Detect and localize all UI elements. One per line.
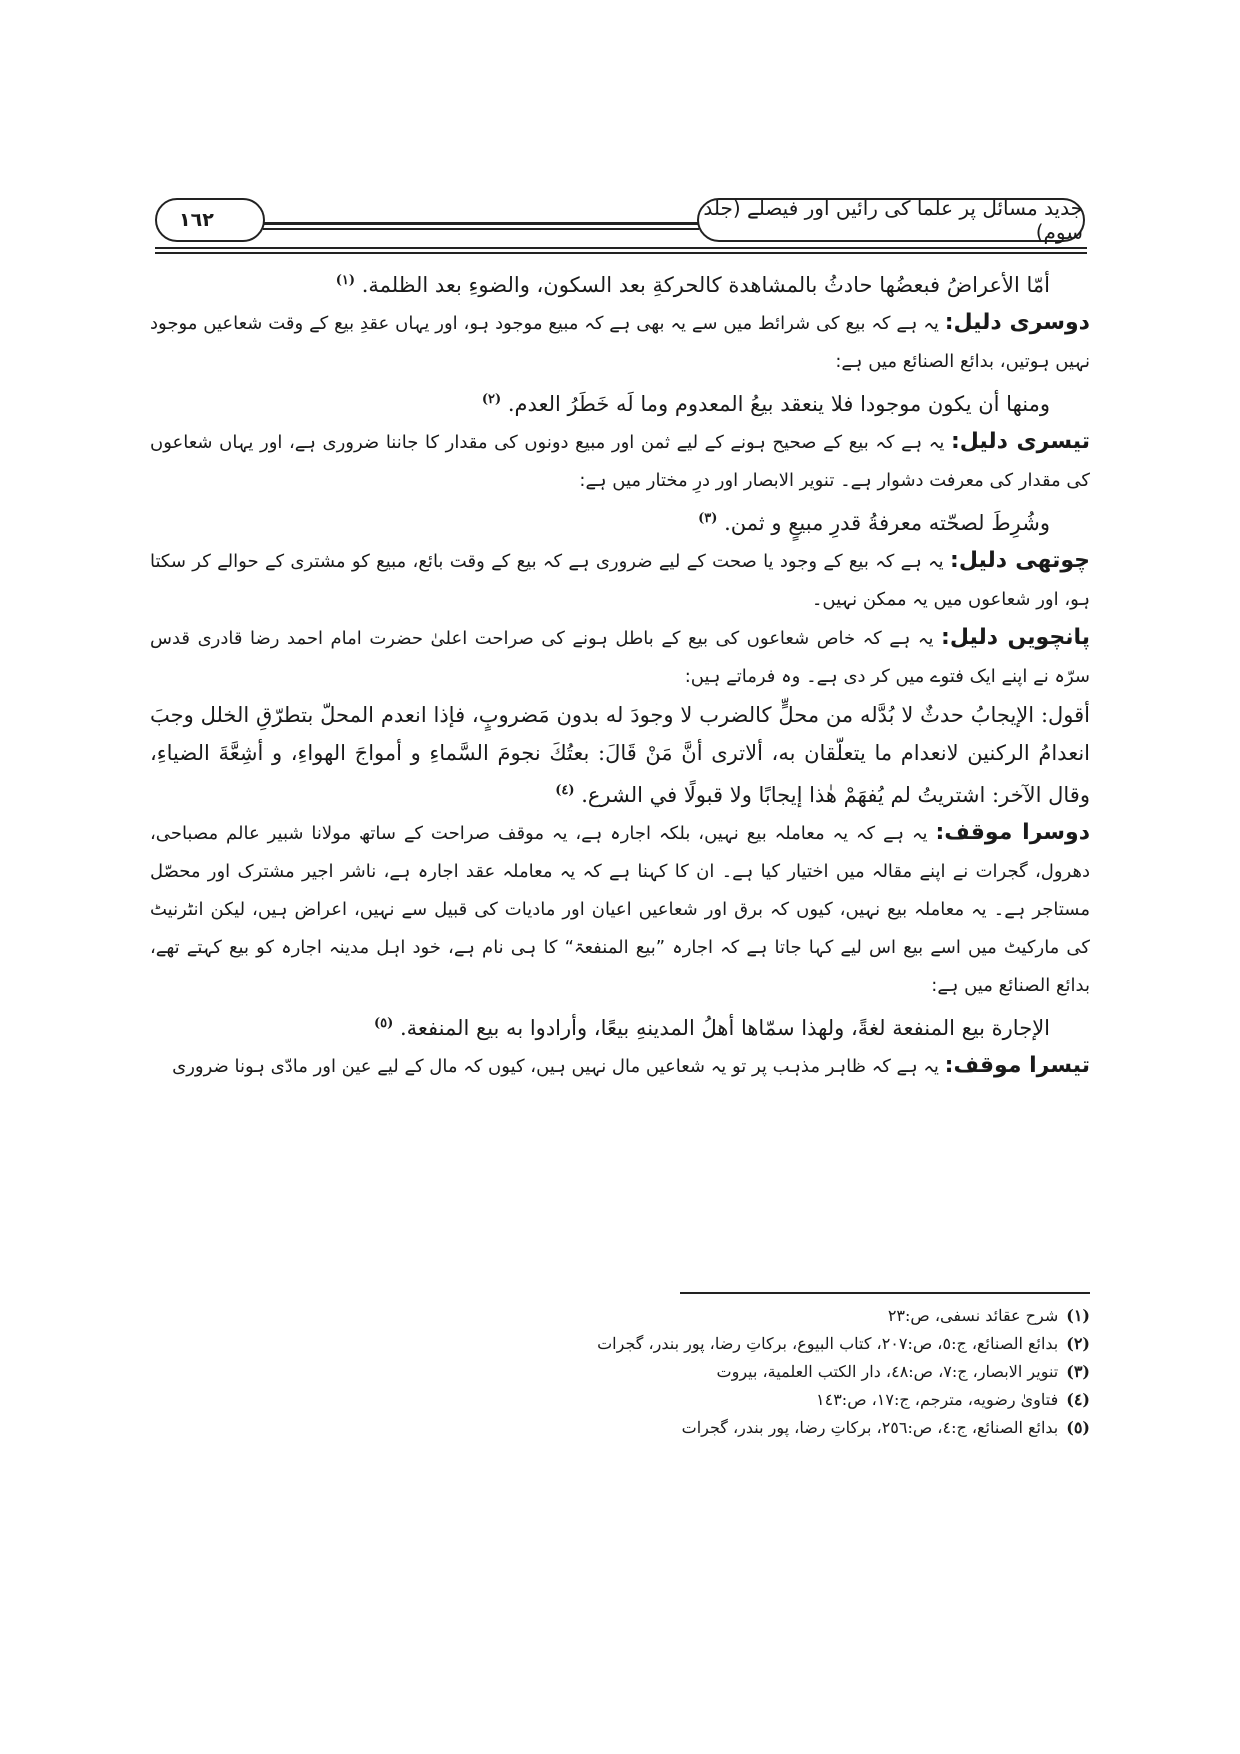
running-header: [155, 198, 1085, 246]
header-rule: [155, 247, 1087, 249]
footnote-number: (٥): [1066, 1418, 1090, 1437]
footnote-number: (٢): [1066, 1334, 1090, 1353]
arabic-quote: [150, 696, 1090, 814]
header-divider: [263, 228, 699, 230]
book-title: جدید مسائل پر علما کی رائیں اور فیصلے (جلد سوم): [697, 198, 1085, 242]
footnote: [150, 1386, 1090, 1414]
footnote-number: (١): [1066, 1306, 1090, 1325]
footnote-text: شرح عقائد نسفی، ص:٢٣: [887, 1306, 1059, 1325]
footnote-ref: (٣): [698, 511, 718, 526]
paragraph-text: یہ ہے کہ بیع کے وجود یا صحت کے لیے ضروری ہے کہ بیع کے وقت بائع، مبیع کو مشتری کے حوالے کر سکتا ہو، اور شعاعوں میں یہ ممکن نہیں۔: [150, 551, 1090, 610]
quote-text: الإجارة بیع المنفعة لغةً، ولهذا سمّاها أهلُ المدینهِ بیعًا، وأرادوا به بیع المنفعة.: [399, 1016, 1050, 1040]
paragraph-text: یہ ہے کہ بیع کی شرائط میں سے یہ بھی ہے کہ مبیع موجود ہو، اور یہاں عقدِ بیع کے وقت شعاعیں موجود نہیں ہوتیں، بدائع الصنائع میں ہے:: [150, 313, 1090, 372]
paragraph-text: یہ ہے کہ یہ معاملہ بیع نہیں، بلکہ اجارہ ہے، یہ موقف صراحت کے ساتھ مولانا شبیر عالم مصباحی، دھرول، گجرات نے اپنے مقالہ میں اختیار کیا ہے۔ ان کا کہنا ہے کہ یہ معاملہ عقد اجارہ ہے، ناشر اجیر مشترک اور محصّل مستاجر ہے۔ یہ معاملہ بیع نہیں، کیوں کہ برق اور شعاعیں اعیان اور مادیات کی قبیل سے نہیں، اعراض ہیں، لیکن انٹرنیٹ کی مارکیٹ میں اسے بیع اس لیے کہا جاتا ہے کہ اجارہ ”بیع المنفعۃ“ کا ہی نام ہے، خود اہل مدینہ اجارہ کو بیع کہتے تھے، بدائع الصنائع میں ہے:: [150, 823, 1090, 996]
footnote-text: بدائع الصنائع، ج:٥، ص:٢٠٧، کتاب البیوع، برکاتِ رضا، پور بندر، گجرات: [597, 1334, 1059, 1353]
paragraph-third-argument: [150, 423, 1090, 500]
footnote-text: تنویر الابصار، ج:٧، ص:٤٨، دار الکتب العلمیة، بیروت: [716, 1362, 1059, 1381]
quote-text: ومنها أن یکون موجودا فلا ینعقد بیعُ المعدوم وما لَه خَطَرُ العدم.: [507, 392, 1050, 416]
paragraph-fifth-argument: [150, 619, 1090, 696]
paragraph-text: یہ ہے کہ بیع کے صحیح ہونے کے لیے ثمن اور مبیع دونوں کی مقدار کا جاننا ضروری ہے، اور یہاں شعاعوں کی مقدار کی معرفت دشوار ہے۔ تنویر الابصار اور درِ مختار میں ہے:: [150, 432, 1090, 491]
footnote-divider: [680, 1292, 1090, 1294]
paragraph-third-position: [150, 1047, 1090, 1086]
quote-text: أمّا الأعراضُ فبعضُها حادثُ بالمشاهدة كالحركةِ بعد السكون، والضوءِ بعد الظلمة.: [361, 273, 1050, 297]
footnote-ref: (٢): [481, 392, 502, 407]
arabic-quote: [150, 500, 1090, 542]
footnote-number: (٤): [1066, 1390, 1090, 1409]
paragraph-text: یہ ہے کہ خاص شعاعوں کی بیع کے باطل ہونے کی صراحت اعلیٰ حضرت امام احمد رضا قادری قدس سرّہ نے اپنے ایک فتوے میں کر دی ہے۔ وہ فرماتے ہیں:: [150, 628, 1090, 687]
footnote: [150, 1358, 1090, 1386]
section-label: چوتھی دلیل:: [950, 548, 1090, 573]
paragraph-text: یہ ہے کہ ظاہر مذہب پر تو یہ شعاعیں مال نہیں ہیں، کیوں کہ مال کے لیے عین اور مادّی ہونا ضروری: [172, 1056, 939, 1077]
footnote-ref: (٥): [373, 1016, 394, 1031]
paragraph-second-position: [150, 814, 1090, 1005]
arabic-quote: [150, 262, 1090, 304]
paragraph-fourth-argument: [150, 542, 1090, 619]
footnote: [150, 1330, 1090, 1358]
footnote-ref: (١): [335, 273, 356, 288]
section-label: تیسری دلیل:: [951, 429, 1090, 454]
paragraph-second-argument: [150, 304, 1090, 381]
quote-text: وشُرِطَ لصحّته معرفةُ قدرِ مبیعٍ و ثمن.: [724, 511, 1050, 535]
footnote: [150, 1302, 1090, 1330]
header-rule: [155, 252, 1087, 254]
footnote-number: (٣): [1066, 1362, 1090, 1381]
arabic-quote: [150, 1005, 1090, 1047]
arabic-quote: [150, 381, 1090, 423]
section-label: دوسری دلیل:: [944, 310, 1090, 335]
footnote: [150, 1414, 1090, 1442]
header-divider: [263, 222, 699, 225]
section-label: تیسرا موقف:: [944, 1053, 1090, 1078]
footnote-ref: (٤): [555, 783, 575, 798]
section-label: پانچویں دلیل:: [941, 625, 1090, 650]
footnotes: [150, 1302, 1090, 1442]
page-number: ١٦٢: [155, 198, 265, 242]
quote-text: أقول: الإیجابُ حدثٌ لا بُدَّله من محلٍّ کالضرب لا وجودَ له بدون مَضروبٍ، فإذا انعدم المحلّ بتطرّقِ الخلل وجبَ انعدامُ الرکنین لانعدام ما یتعلّقان به، ألاتری أنَّ مَنْ قَالَ: بعتُكَ نجومَ السَّماءِ و أمواجَ الهواءِ، و أشِعَّةَ الضیاءِ، وقال الآخر: اشتریتُ لم یُفهَمْ هٰذا إیجابًا ولا قبولًا في الشرع.: [150, 703, 1090, 807]
footnote-text: فتاویٰ رضویه، مترجم، ج:١٧، ص:١٤٣: [816, 1390, 1059, 1409]
section-label: دوسرا موقف:: [935, 820, 1090, 845]
page-body: [150, 262, 1090, 1086]
footnote-text: بدائع الصنائع، ج:٤، ص:٢٥٦، برکاتِ رضا، پور بندر، گجرات: [681, 1418, 1059, 1437]
